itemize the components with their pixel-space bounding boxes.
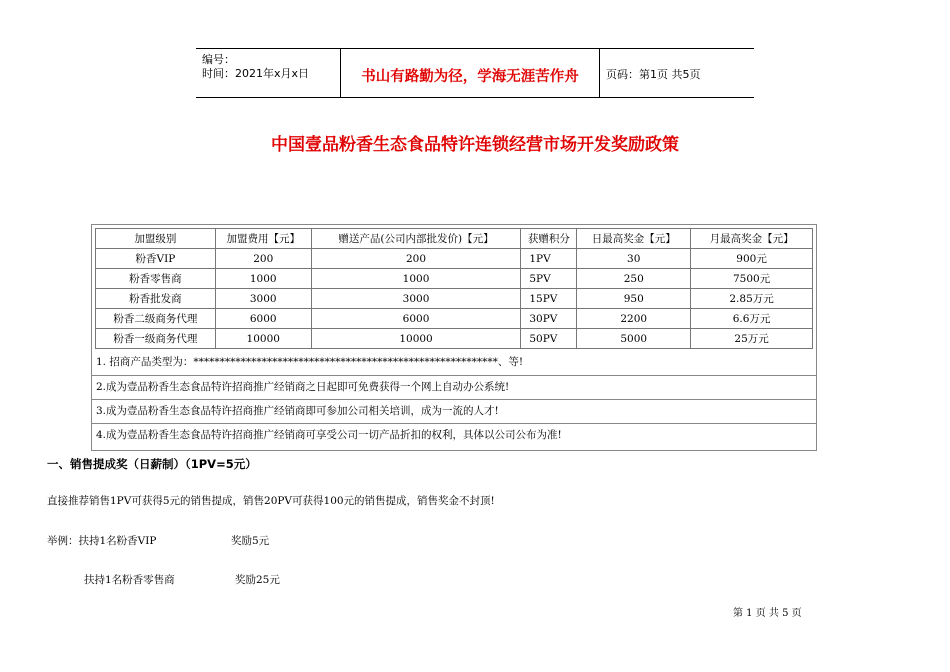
note-line: 3.成为壹品粉香生态食品特许招商推广经销商即可参加公司相关培训，成为一流的人才! xyxy=(92,399,816,423)
header-meta-cell xyxy=(196,49,341,97)
table-cell: 250 xyxy=(577,269,691,289)
table-row xyxy=(96,329,813,349)
document-title: 中国壹品粉香生态食品特许连锁经营市场开发奖励政策 xyxy=(271,135,679,155)
note-line: 4.成为壹品粉香生态食品特许招商推广经销商可享受公司一切产品折扣的权利，具体以公司公布为准! xyxy=(92,423,816,447)
table-cell: 6000 xyxy=(311,309,521,329)
example-reward: 奖励25元 xyxy=(235,574,280,586)
table-row xyxy=(96,289,813,309)
example-label: 举例：扶持1名粉香VIP xyxy=(47,535,157,547)
table-cell: 10000 xyxy=(215,329,311,349)
table-header-row xyxy=(96,229,813,249)
page-footer: 第 1 页 共 5 页 xyxy=(733,608,802,619)
column-header: 赠送产品(公司内部批发价)【元】 xyxy=(311,229,521,249)
table-cell: 1000 xyxy=(215,269,311,289)
table-cell: 200 xyxy=(215,249,311,269)
table-cell: 15PV xyxy=(521,289,577,309)
table-cell: 3000 xyxy=(311,289,521,309)
table-cell: 7500元 xyxy=(691,269,813,289)
table-cell: 1PV xyxy=(521,249,577,269)
table-cell: 50PV xyxy=(521,329,577,349)
table-cell: 10000 xyxy=(311,329,521,349)
table-cell: 3000 xyxy=(215,289,311,309)
table-cell: 粉香二级商务代理 xyxy=(96,309,216,329)
table-cell: 5000 xyxy=(577,329,691,349)
motto: 书山有路勤为径，学海无涯苦作舟 xyxy=(361,69,579,85)
table-cell: 1000 xyxy=(311,269,521,289)
document-header xyxy=(196,48,754,98)
policy-table xyxy=(95,228,813,349)
number-label: 编号： xyxy=(202,53,235,66)
table-cell: 2.85万元 xyxy=(691,289,813,309)
table-row xyxy=(96,309,813,329)
column-header: 加盟费用【元】 xyxy=(215,229,311,249)
column-header: 加盟级别 xyxy=(96,229,216,249)
table-cell: 900元 xyxy=(691,249,813,269)
example-label: 扶持1名粉香零售商 xyxy=(84,574,175,586)
table-row xyxy=(96,269,813,289)
table-cell: 30PV xyxy=(521,309,577,329)
page-number-label: 页码：第1页 共5页 xyxy=(606,68,701,81)
header-motto-cell xyxy=(341,49,600,97)
table-cell: 25万元 xyxy=(691,329,813,349)
example-reward: 奖励5元 xyxy=(231,535,270,547)
section-heading: 一、销售提成奖（日薪制）（1PV=5元） xyxy=(47,457,257,471)
table-cell: 6000 xyxy=(215,309,311,329)
table-cell: 200 xyxy=(311,249,521,269)
table-cell: 6.6万元 xyxy=(691,309,813,329)
section-paragraph: 直接推荐销售1PV可获得5元的销售提成，销售20PV可获得100元的销售提成，销售奖金不封顶! xyxy=(47,495,495,507)
column-header: 月最高奖金【元】 xyxy=(691,229,813,249)
time-label: 时间：2021年x月x日 xyxy=(202,67,310,80)
column-header: 日最高奖金【元】 xyxy=(577,229,691,249)
table-cell: 粉香VIP xyxy=(96,249,216,269)
table-row xyxy=(96,249,813,269)
table-cell: 30 xyxy=(577,249,691,269)
table-cell: 粉香一级商务代理 xyxy=(96,329,216,349)
table-cell: 2200 xyxy=(577,309,691,329)
table-cell: 5PV xyxy=(521,269,577,289)
note-line: 2.成为壹品粉香生态食品特许招商推广经销商之日起即可免费获得一个网上自动办公系统! xyxy=(92,375,816,399)
table-cell: 粉香零售商 xyxy=(96,269,216,289)
header-page-cell xyxy=(600,49,754,97)
note-line: 1. 招商产品类型为：**********************************************************、等! xyxy=(96,356,524,368)
policy-table-frame xyxy=(91,224,817,451)
table-cell: 粉香批发商 xyxy=(96,289,216,309)
table-cell: 950 xyxy=(577,289,691,309)
column-header: 获赠积分 xyxy=(521,229,577,249)
